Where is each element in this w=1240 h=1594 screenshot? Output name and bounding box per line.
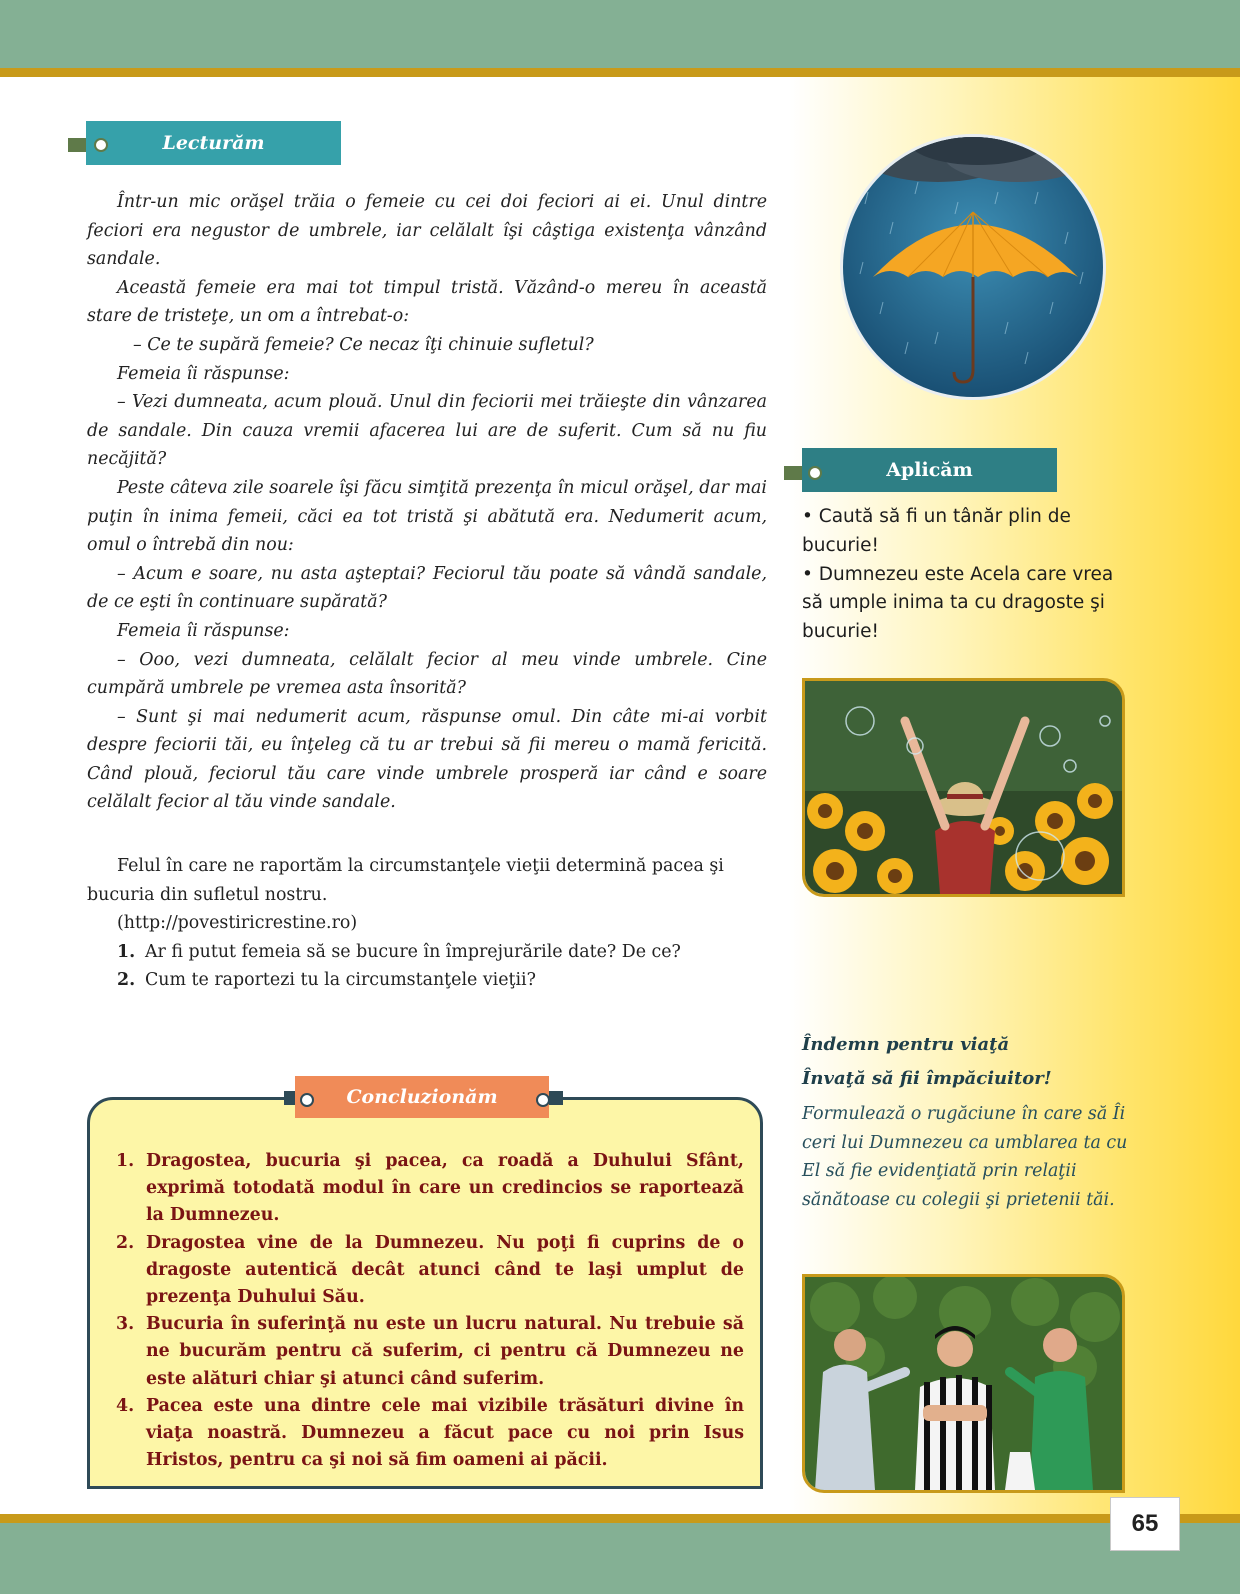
question-number: 1. [117,941,136,962]
aplicam-item: • Caută să fi un tânăr plin de bucurie! [802,506,1071,556]
conclusion-text: Dragostea vine de la Dumnezeu. Nu poţi fi cuprins de o dragoste autentică decât atunci când te laşi umplut de prezenţa Duhului Său. [146,1232,744,1308]
umbrella-in-rain-illustration [838,132,1108,402]
moral-text: Felul în care ne raportăm la circumstanţele vieţii determină pacea şi bucuria din sufletul nostru. [87,856,724,905]
conclusion-item [116,1393,744,1475]
concluzionam-heading-label: Concluzionăm [346,1086,498,1108]
conclusion-item [116,1311,744,1393]
story-paragraph: – Acum e soare, nu asta aşteptai? Feciorul tău poate să vândă sandale, de ce eşti în continuare supărată? [87,563,767,613]
question-item [87,966,767,995]
conclusion-text: Pacea este una dintre cele mai vizibile trăsături divine în viaţa noastră. Dumnezeu a făcut pace cu noi prin Isus Hristos, pentru ca şi noi să fim oameni ai păcii. [146,1395,744,1471]
conclusion-list [116,1148,744,1474]
story-paragraph: Femeia îi răspunse: [117,363,290,384]
conclusion-text: Bucuria în suferinţă nu este un lucru natural. Nu trebuie să ne bucurăm pentru că suferim, ci pentru că Dumnezeu ne este alături chiar şi atunci când suferim. [146,1314,744,1389]
top-gold-rule [0,68,1240,77]
lecturam-heading-label: Lecturăm [162,132,265,154]
lecturam-pin-dot-front [94,138,108,152]
concluzionam-heading [295,1076,549,1118]
question-text: Cum te raportezi tu la circumstanţele vieţii? [145,970,536,991]
conclusion-item [116,1230,744,1312]
conclusion-number: 3. [116,1314,135,1335]
story-paragraph: Această femeie era mai tot timpul tristă. Văzând-o mereu în această stare de tristeţe, un om a întrebat-o: [87,277,767,327]
indemn-block [802,1028,1132,1214]
aplicam-list [802,503,1132,647]
top-banner [0,0,1240,68]
story-paragraph: Într-un mic orăşel trăia o femeie cu cei doi feciori ai ei. Unul dintre feciori era negustor de umbrele, iar celălalt îşi câştiga existenţa vânzând sandale. [87,192,767,270]
conclusion-item [116,1148,744,1230]
source-link: (http://povestiricrestine.ro) [117,913,358,934]
question-number: 2. [117,970,136,991]
story-paragraph: Peste câteva zile soarele îşi făcu simţită prezenţa în micul orăşel, dar mai puţin în inima femeii, căci ea tot tristă şi abătută era. Nedumerit acum, omul o întrebă din nou: [87,477,767,556]
story-paragraph: Femeia îi răspunse: [117,620,290,641]
story-paragraph: – Ce te supără femeie? Ce necaz îţi chinuie sufletul? [133,334,594,355]
aplicam-heading [802,448,1057,492]
aplicam-pin-dot [808,466,822,480]
conclusion-text: Dragostea, bucuria şi pacea, ca roadă a Duhului Sfânt, exprimă totodată modul în care un credincios se raportează la Dumnezeu. [146,1151,744,1226]
referee-argument-image [805,1277,1122,1490]
conclusion-pin-dot-left-front [300,1093,314,1107]
sunflower-field-image [805,681,1122,894]
indemn-subtitle: Învaţă să fii împăciuitor! [802,1068,1052,1089]
page-number: 65 [1110,1497,1180,1551]
question-item [87,938,767,967]
aplicam-item: • Dumnezeu este Acela care vrea să umple inima ta cu dragoste şi bucurie! [802,563,1114,643]
sunflower-field-photo [802,678,1125,897]
indemn-text: Formulează o rugăciune în care să Îi ceri lui Dumnezeu ca umblarea ta cu El să fie evidenţiată prin relaţii sănătoase cu colegii şi prietenii tăi. [802,1104,1128,1210]
question-text: Ar fi putut femeia să se bucure în împrejurările date? De ce? [145,941,681,962]
aplicam-heading-label: Aplicăm [886,459,973,481]
bottom-banner [0,1523,1240,1594]
conclusion-pin-dot-right [536,1093,550,1107]
story-paragraph: – Sunt şi mai nedumerit acum, răspunse omul. Din câte mi-ai vorbit despre feciorii tăi, eu înţeleg că tu ar trebui să fii mereu o mamă fericită. Când plouă, feciorul tău care vinde umbrele prosperă iar când e soare celălalt fecior al tău vinde sandale. [87,706,767,813]
story-text [87,188,767,817]
conclusion-number: 1. [116,1151,135,1171]
bottom-gold-rule [0,1514,1240,1523]
indemn-title: Îndemn pentru viaţă [802,1034,1010,1055]
conclusion-number: 2. [116,1232,135,1253]
lecturam-heading [86,121,341,165]
story-paragraph: – Ooo, vezi dumneata, celălalt fecior al meu vinde umbrele. Cine cumpără umbrele pe vremea asta însorită? [87,649,767,699]
story-paragraph: – Vezi dumneata, acum plouă. Unul din feciorii mei trăieşte din vânzarea de sandale. Din cauza vremii afacerea lui are de suferit. Cum să nu fiu necăjită? [87,392,767,470]
moral-block [87,852,767,995]
referee-argument-photo [802,1274,1125,1493]
conclusion-number: 4. [116,1395,135,1416]
